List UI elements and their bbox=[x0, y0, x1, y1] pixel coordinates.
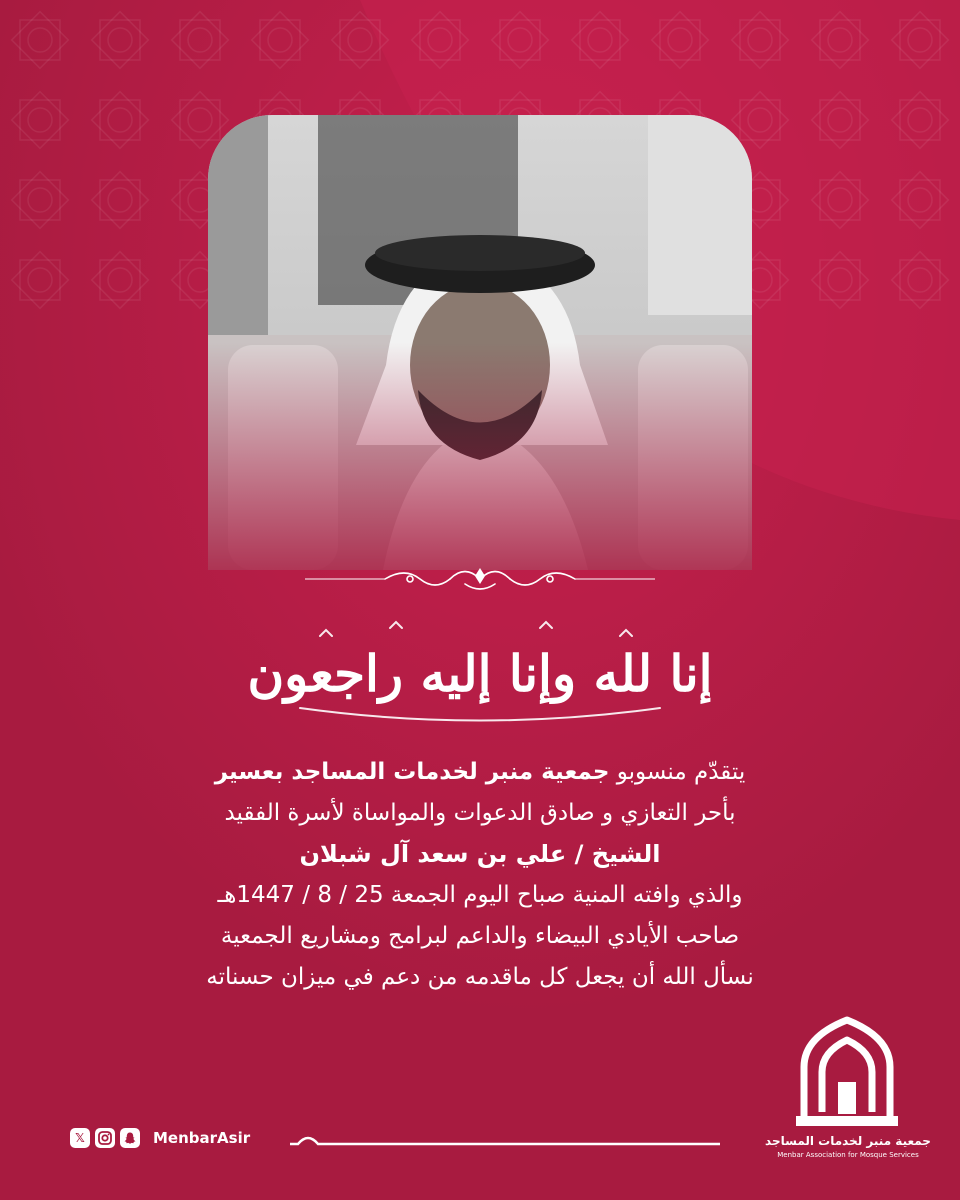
condolence-message bbox=[60, 752, 900, 998]
footer-divider bbox=[290, 1128, 720, 1158]
snapchat-icon[interactable] bbox=[120, 1128, 140, 1148]
logo-arabic-name: جمعية منبر لخدمات المساجد bbox=[765, 1134, 931, 1148]
deceased-name: الشيخ / علي بن سعد آل شبلان bbox=[299, 840, 661, 868]
message-line-6: نسأل الله أن يجعل كل ماقدمه من دعم في ميزان حسناته bbox=[206, 964, 754, 990]
message-prefix: يتقدّم منسوبو bbox=[616, 759, 746, 785]
social-bar bbox=[70, 1128, 250, 1148]
ornament-divider bbox=[305, 562, 655, 596]
message-line-4: والذي وافته المنية صباح اليوم الجمعة 25 / 8 / 1447هـ bbox=[217, 882, 743, 908]
calligraphy-title bbox=[240, 608, 720, 738]
instagram-icon[interactable] bbox=[95, 1128, 115, 1148]
message-line-1 bbox=[60, 752, 900, 793]
message-line-5: صاحب الأيادي البيضاء والداعم لبرامج ومشاريع الجمعية bbox=[220, 923, 740, 949]
memorial-photo bbox=[208, 115, 752, 570]
message-line-2: بأحر التعازي و صادق الدعوات والمواساة لأسرة الفقيد bbox=[224, 800, 736, 826]
calligraphy-text: إنا لله وإنا إليه راجعون bbox=[247, 643, 713, 703]
organization-name: جمعية منبر لخدمات المساجد بعسير bbox=[214, 759, 610, 785]
x-icon[interactable]: 𝕏 bbox=[70, 1128, 90, 1148]
social-handle[interactable]: MenbarAsir bbox=[153, 1129, 251, 1147]
logo-english-name: Menbar Association for Mosque Services bbox=[777, 1151, 919, 1159]
